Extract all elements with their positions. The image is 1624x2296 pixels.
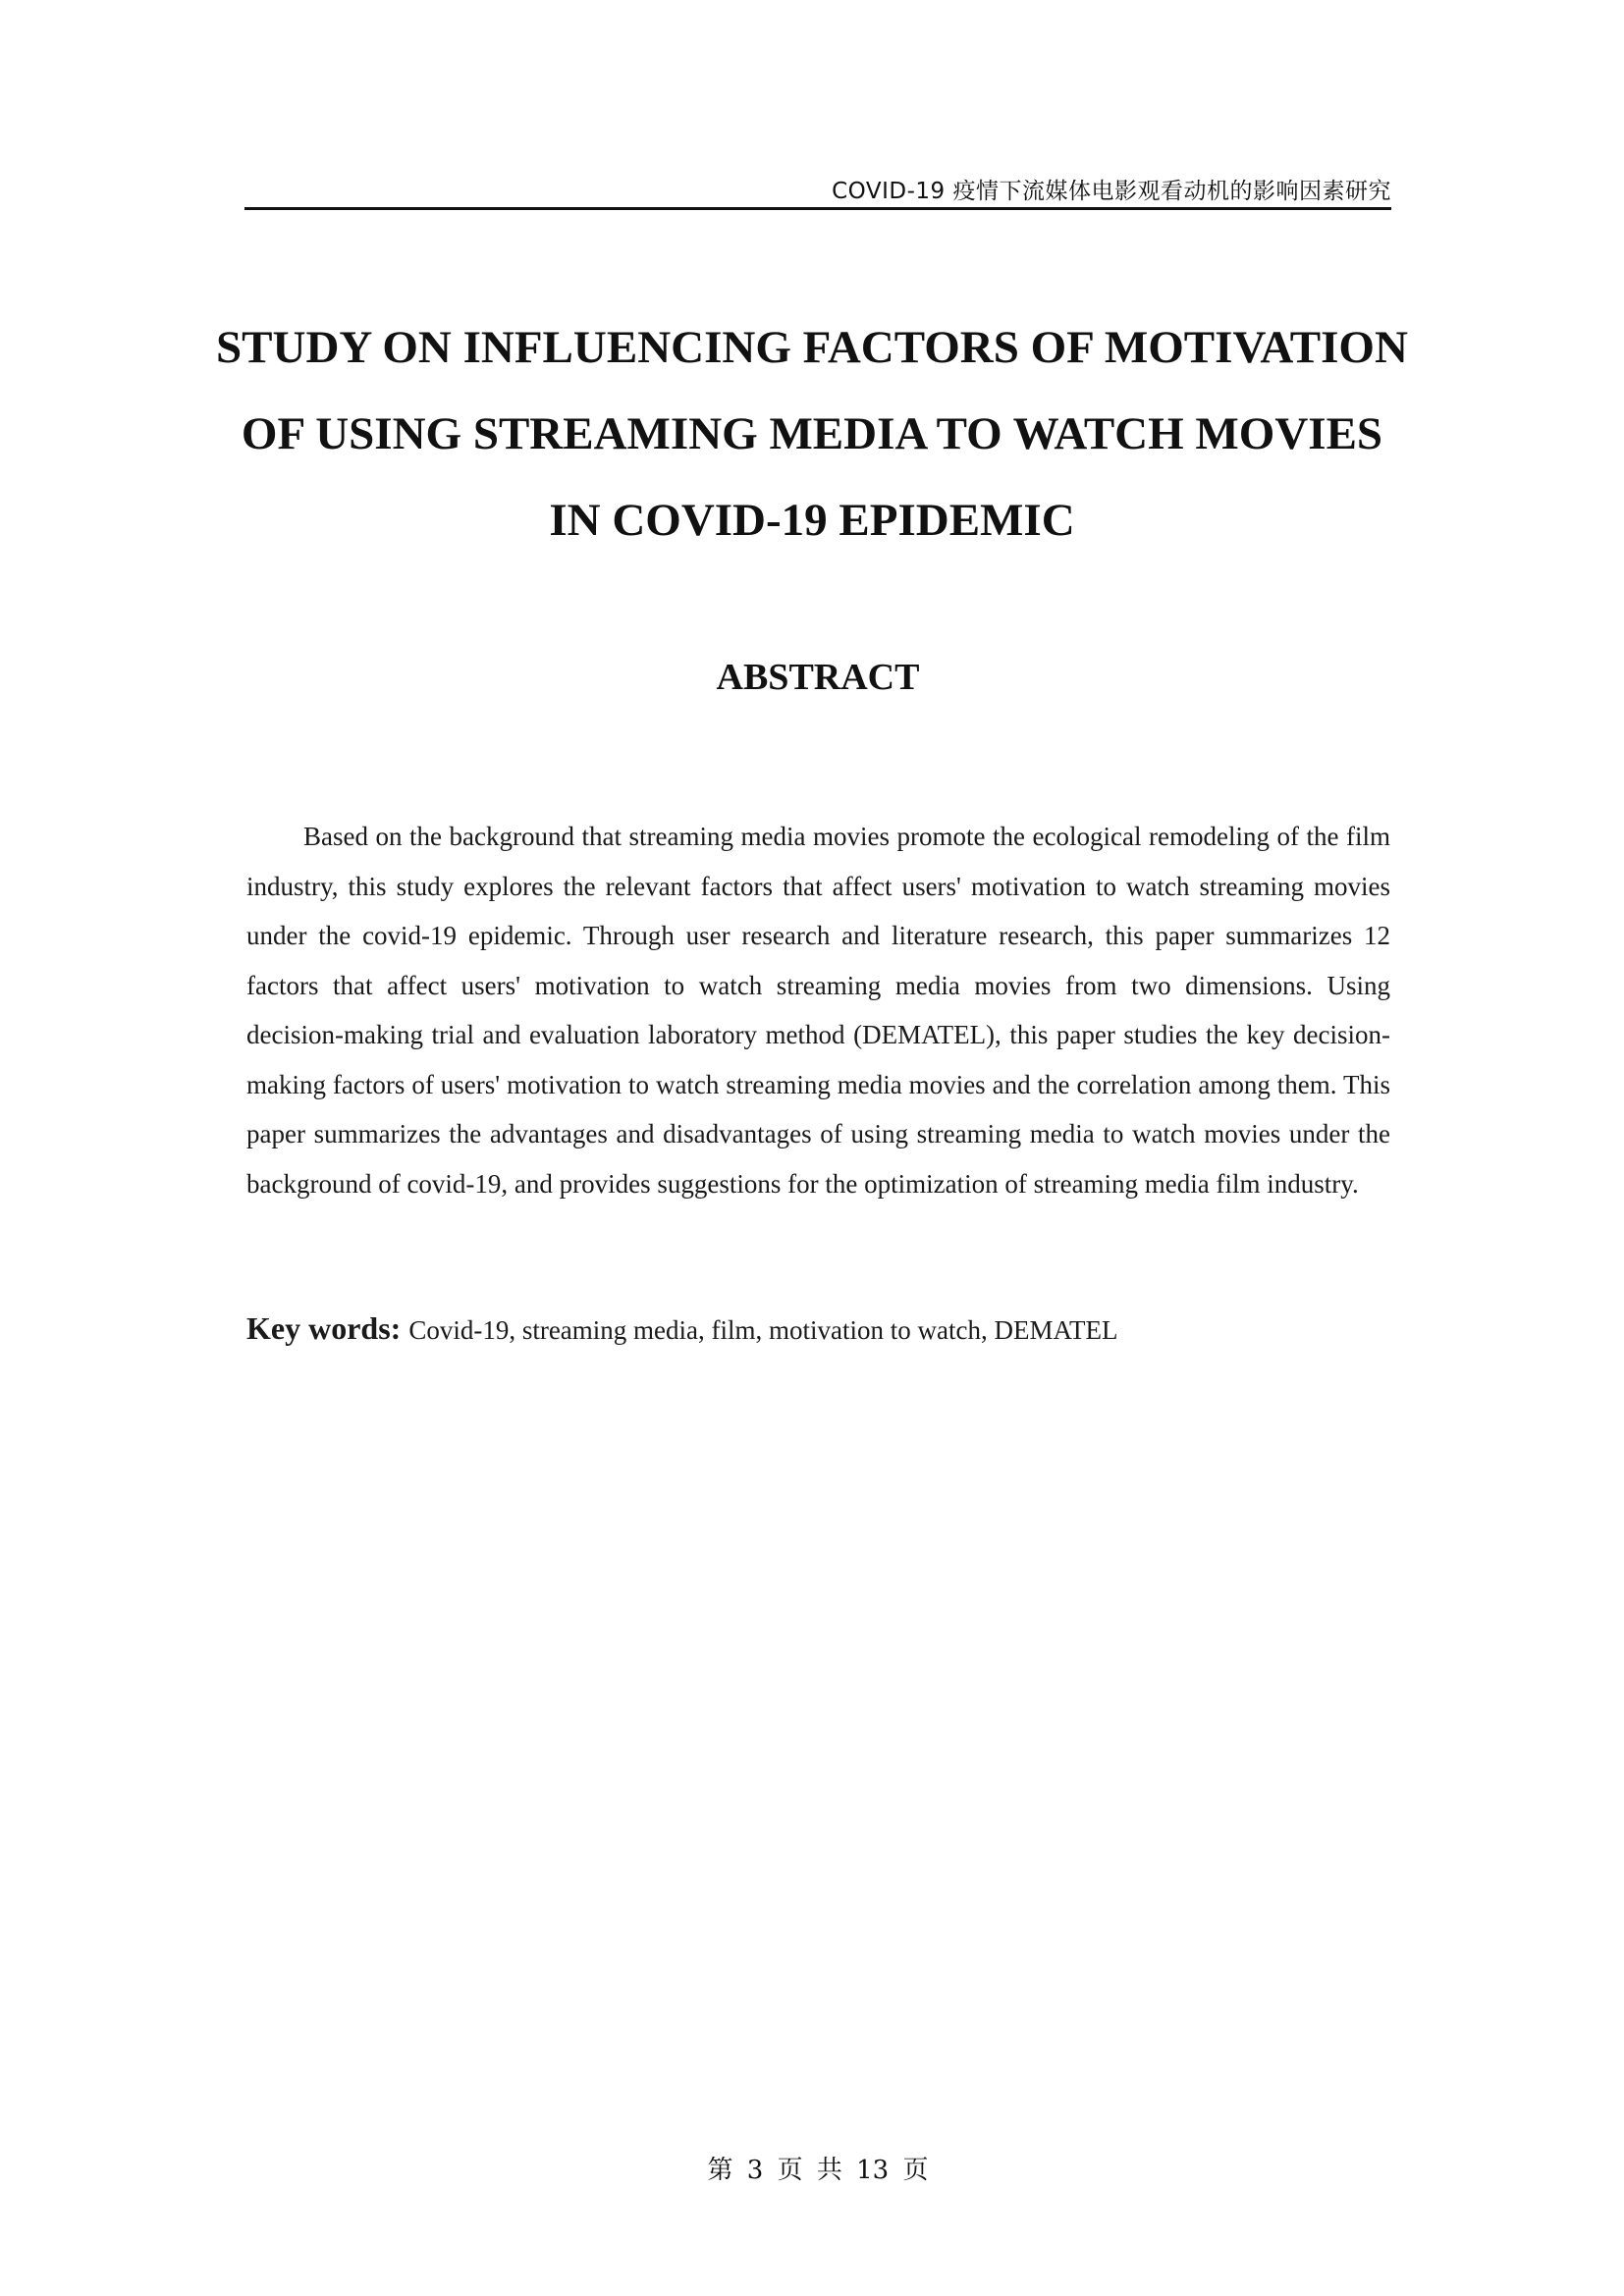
title-line-3: IN COVID-19 EPIDEMIC: [549, 495, 1075, 546]
page-number: 第 3 页 共 13 页: [707, 2156, 929, 2185]
keywords: [246, 1304, 1390, 1355]
keywords-label: Key words:: [246, 1310, 402, 1346]
title-line-2: OF USING STREAMING MEDIA TO WATCH MOVIES: [241, 408, 1383, 459]
abstract-heading: ABSTRACT: [716, 657, 920, 698]
abstract-body: Based on the background that streaming media movies promote the ecological remodeling of the film industry, this study explores the relevant factors that affect users' motivation to watch streaming movies under the covid-19 epidemic. Through user research and literature research, this paper summarizes 12 factors that affect users' motivation to watch streaming media movies from two dimensions. Using decision-making trial and evaluation laboratory method (DEMATEL), this paper studies the key decision-making factors of users' motivation to watch streaming media movies and the correlation among them. This paper summarizes the advantages and disadvantages of using streaming media to watch movies under the background of covid-19, and provides suggestions for the optimization of streaming media film industry.: [246, 822, 1390, 1199]
paper-title: [196, 304, 1428, 563]
running-header: COVID-19 疫情下流媒体电影观看动机的影响因素研究: [832, 179, 1391, 204]
title-line-1: STUDY ON INFLUENCING FACTORS OF MOTIVATION: [216, 322, 1408, 373]
header-rule: [244, 207, 1391, 210]
keywords-value: Covid-19, streaming media, film, motivation to watch, DEMATEL: [408, 1315, 1118, 1345]
